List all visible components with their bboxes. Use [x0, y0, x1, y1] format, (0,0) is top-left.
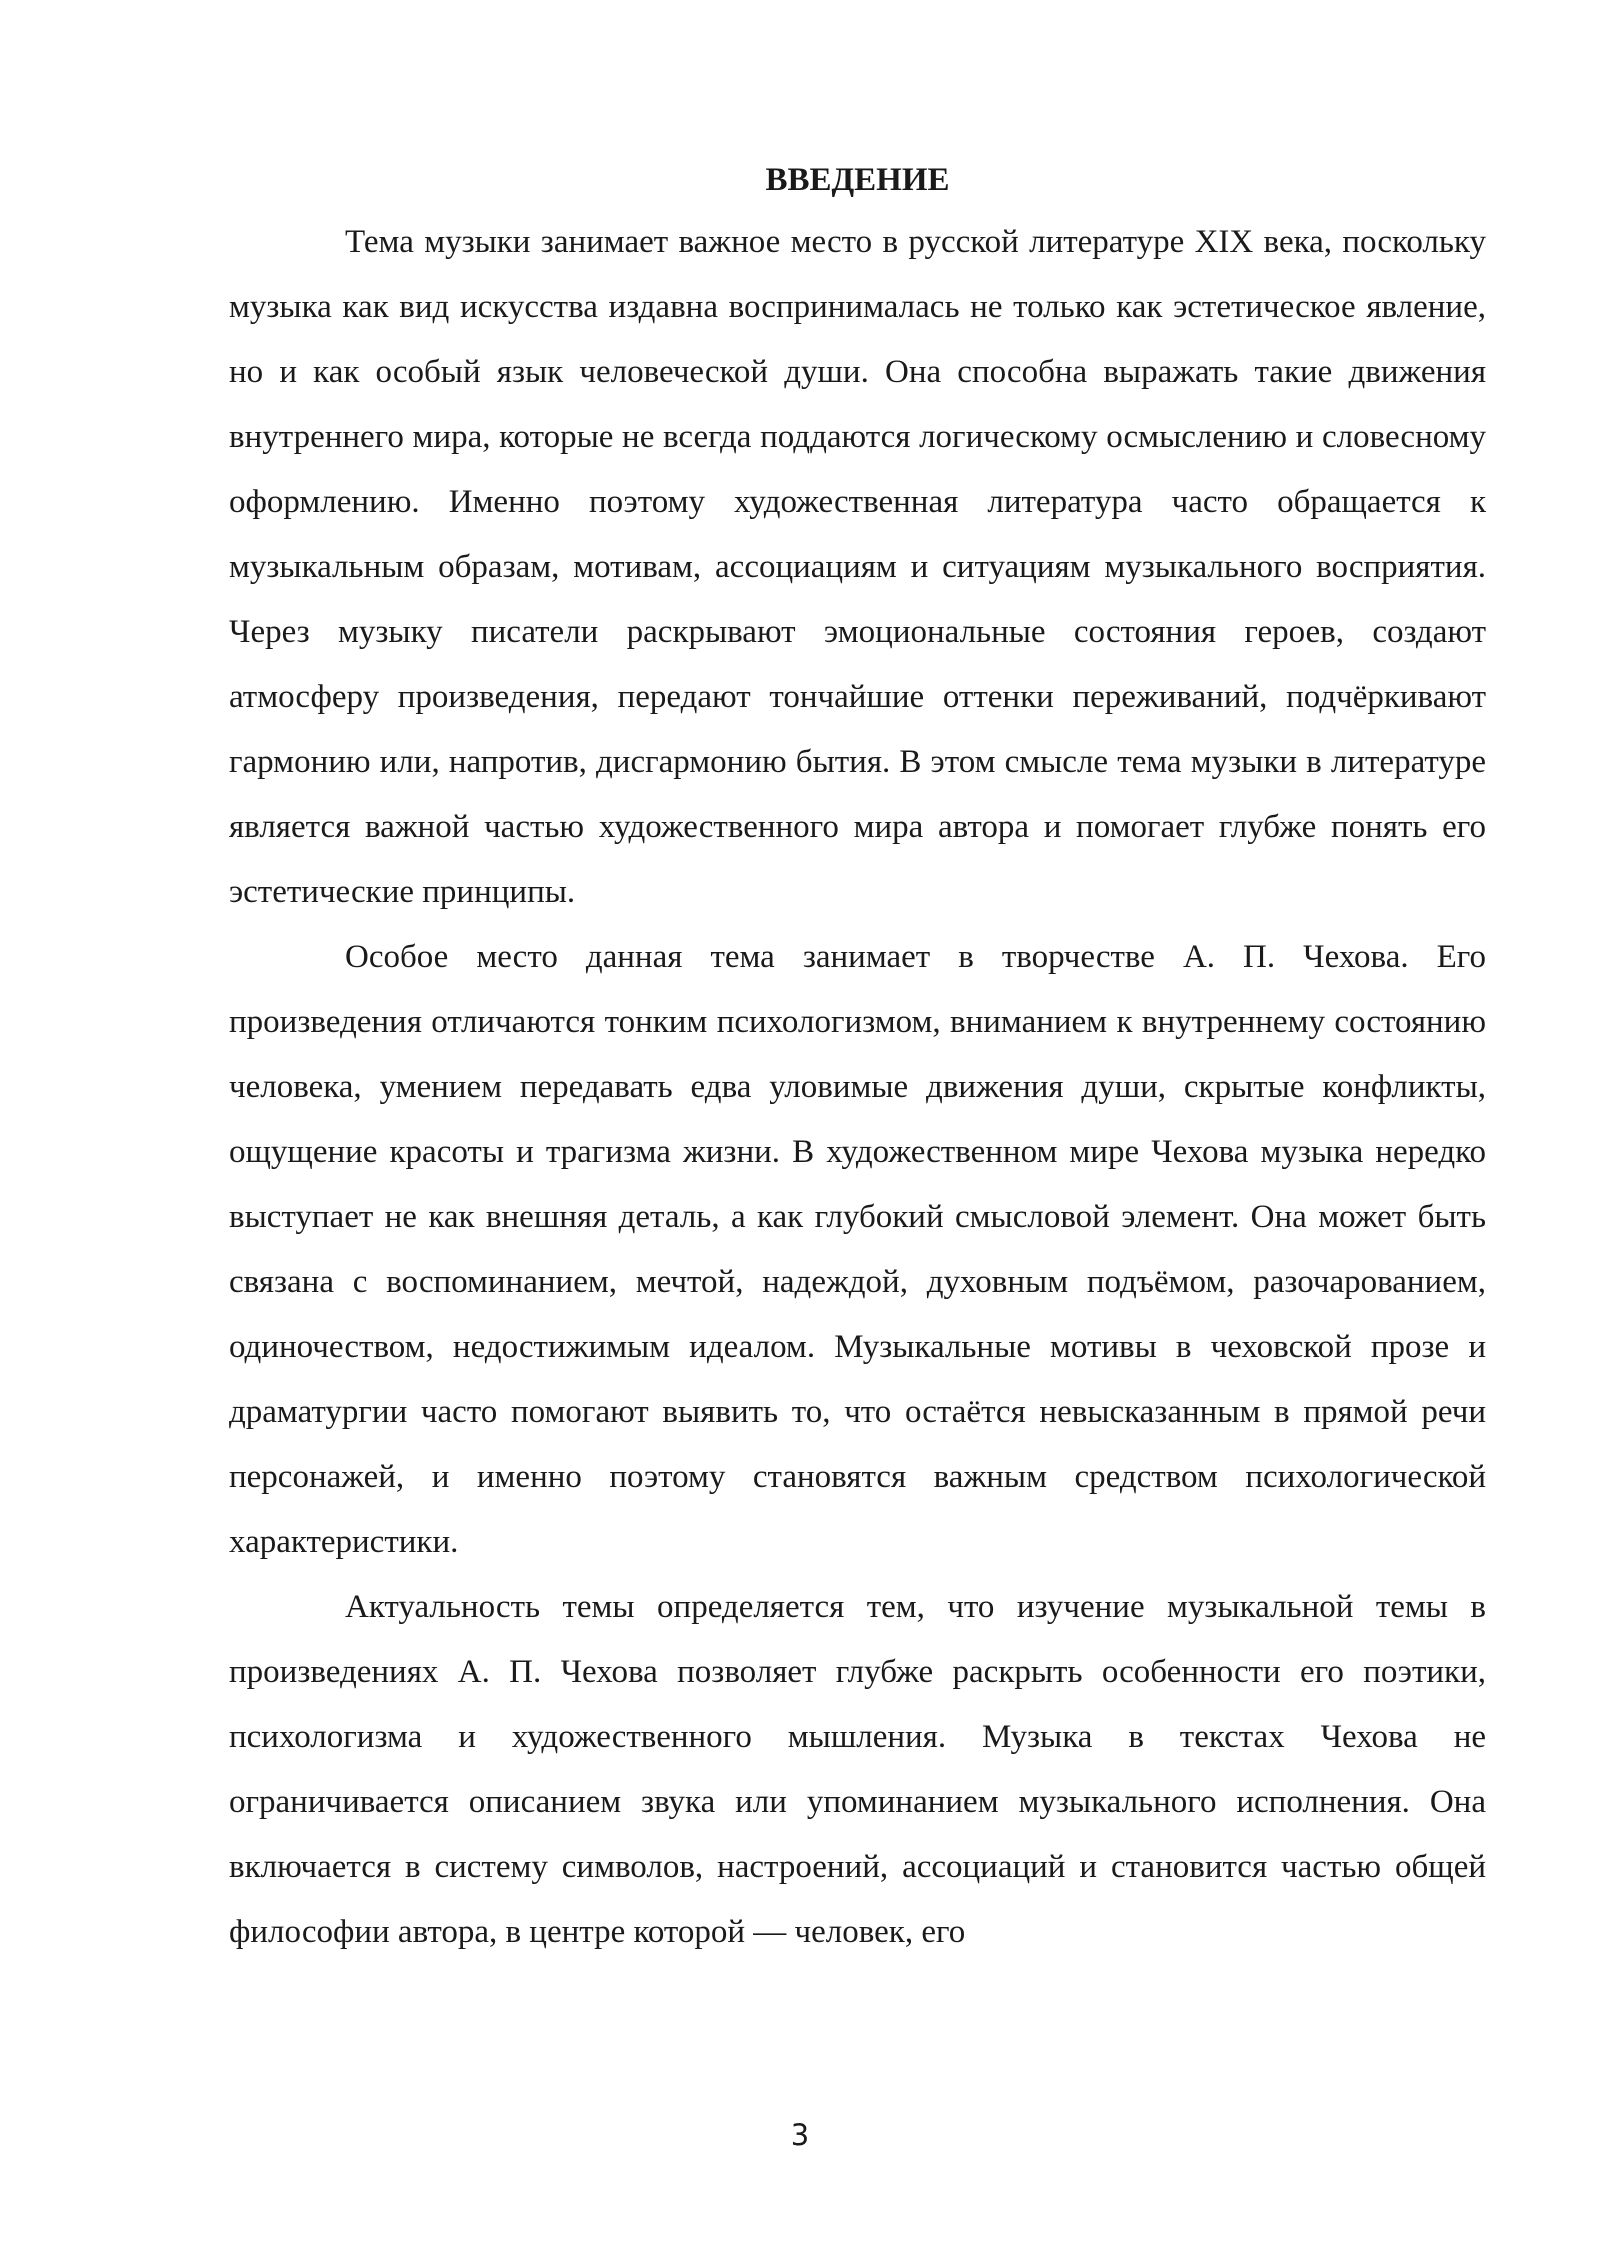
document-body — [229, 150, 1486, 1965]
chapter-heading: ВВЕДЕНИЕ — [765, 162, 950, 198]
page-number: 3 — [790, 2118, 810, 2152]
paragraph-3: Актуальность темы определяется тем, что изучение музыкальной темы в произведениях А. П. Чехова позволяет глубже раскрыть особенности его поэтики, психологизма и художественного мышления. Музыка в текстах Чехова не ограничивается описанием звука или упоминанием музыкального исполнения. Она включается в систему символов, настроений, ассоциаций и становится частью общей философии автора, в центре которой — человек, его — [229, 1589, 1486, 1950]
paragraph-1: Тема музыки занимает важное место в русской литературе XIX века, поскольку музыка как вид искусства издавна воспринималась не только как эстетическое явление, но и как особый язык человеческой души. Она способна выражать такие движения внутреннего мира, которые не всегда поддаются логическому осмыслению и словесному оформлению. Именно поэтому художественная литература часто обращается к музыкальным образам, мотивам, ассоциациям и ситуациям музыкального восприятия. Через музыку писатели раскрывают эмоциональные состояния героев, создают атмосферу произведения, передают тончайшие оттенки переживаний, подчёркивают гармонию или, напротив, дисгармонию бытия. В этом смысле тема музыки в литературе является важной частью художественного мира автора и помогает глубже понять его эстетические принципы. — [229, 224, 1486, 910]
paragraph-2: Особое место данная тема занимает в творчестве А. П. Чехова. Его произведения отличаются тонким психологизмом, вниманием к внутреннему состоянию человека, умением передавать едва уловимые движения души, скрытые конфликты, ощущение красоты и трагизма жизни. В художественном мире Чехова музыка нередко выступает не как внешняя деталь, а как глубокий смысловой элемент. Она может быть связана с воспоминанием, мечтой, надеждой, духовным подъёмом, разочарованием, одиночеством, недостижимым идеалом. Музыкальные мотивы в чеховской прозе и драматургии часто помогают выявить то, что остаётся невысказанным в прямой речи персонажей, и именно поэтому становятся важным средством психологической характеристики. — [229, 939, 1486, 1560]
